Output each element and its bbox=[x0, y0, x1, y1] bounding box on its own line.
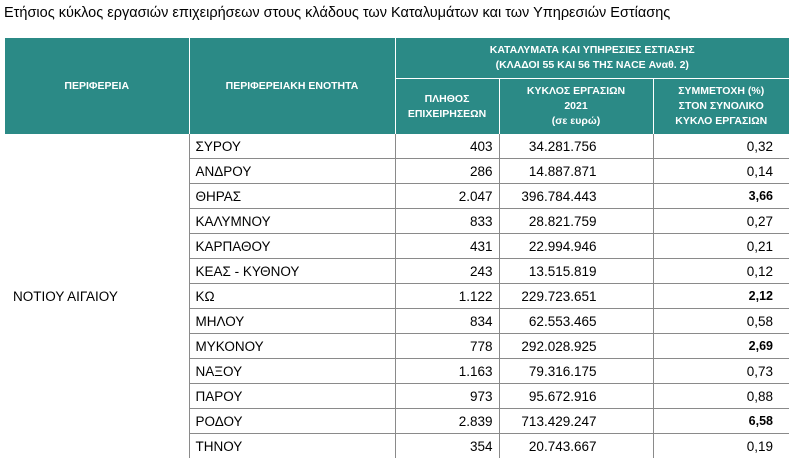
header-share-line3: ΚΥΚΛΟ ΕΡΓΑΣΙΩΝ bbox=[675, 115, 768, 127]
share-cell: 3,66 bbox=[653, 184, 789, 209]
turnover-cell: 22.994.946 bbox=[499, 234, 653, 259]
regional-unit-cell: ΤΗΝΟΥ bbox=[189, 434, 395, 459]
business-count-cell: 2.839 bbox=[395, 409, 499, 434]
business-count-cell: 286 bbox=[395, 159, 499, 184]
business-count-cell: 243 bbox=[395, 259, 499, 284]
regional-unit-cell: ΜΗΛΟΥ bbox=[189, 309, 395, 334]
header-sector-group-line1: ΚΑΤΑΛΥΜΑΤΑ ΚΑΙ ΥΠΗΡΕΣΙΕΣ ΕΣΤΙΑΣΗΣ bbox=[489, 44, 695, 56]
header-share-line1: ΣΥΜΜΕΤΟΧΗ (%) bbox=[678, 85, 765, 97]
regional-unit-cell: ΚΕΑΣ - ΚΥΘΝΟΥ bbox=[189, 259, 395, 284]
region-cell: ΝΟΤΙΟΥ ΑΙΓΑΙΟΥ bbox=[5, 134, 189, 458]
turnover-cell: 13.515.819 bbox=[499, 259, 653, 284]
header-sector-group bbox=[395, 38, 789, 79]
share-cell: 0,12 bbox=[653, 259, 789, 284]
turnover-cell: 95.672.916 bbox=[499, 384, 653, 409]
share-cell: 0,58 bbox=[653, 309, 789, 334]
regional-unit-cell: ΜΥΚΟΝΟΥ bbox=[189, 334, 395, 359]
share-cell: 6,58 bbox=[653, 409, 789, 434]
share-cell: 0,27 bbox=[653, 209, 789, 234]
turnover-cell: 62.553.465 bbox=[499, 309, 653, 334]
business-count-cell: 354 bbox=[395, 434, 499, 459]
business-count-cell: 403 bbox=[395, 134, 499, 159]
regional-unit-cell: ΣΥΡΟΥ bbox=[189, 134, 395, 159]
regional-unit-cell: ΘΗΡΑΣ bbox=[189, 184, 395, 209]
regional-unit-cell: ΚΩ bbox=[189, 284, 395, 309]
header-turnover-line3: (σε ευρώ) bbox=[551, 115, 601, 127]
header-share-line2: ΣΤΟΝ ΣΥΝΟΛΙΚΟ bbox=[678, 100, 764, 112]
header-regional-unit: ΠΕΡΙΦΕΡΕΙΑΚΗ ΕΝΟΤΗΤΑ bbox=[189, 38, 395, 134]
header-turnover bbox=[499, 79, 653, 135]
header-sector-group-line2: (ΚΛΑΔΟΙ 55 ΚΑΙ 56 ΤΗΣ NACE Αναθ. 2) bbox=[495, 59, 689, 71]
turnover-cell: 396.784.443 bbox=[499, 184, 653, 209]
business-count-cell: 2.047 bbox=[395, 184, 499, 209]
share-cell: 2,69 bbox=[653, 334, 789, 359]
regional-unit-cell: ΚΑΡΠΑΘΟΥ bbox=[189, 234, 395, 259]
business-count-cell: 834 bbox=[395, 309, 499, 334]
header-business-count-line2: ΕΠΙΧΕΙΡΗΣΕΩΝ bbox=[407, 107, 487, 120]
turnover-cell: 292.028.925 bbox=[499, 334, 653, 359]
regional-unit-cell: ΝΑΞΟΥ bbox=[189, 359, 395, 384]
header-turnover-line1: ΚΥΚΛΟΣ ΕΡΓΑΣΙΩΝ bbox=[526, 85, 626, 97]
turnover-cell: 713.429.247 bbox=[499, 409, 653, 434]
turnover-cell: 34.281.756 bbox=[499, 134, 653, 159]
regional-unit-cell: ΠΑΡΟΥ bbox=[189, 384, 395, 409]
share-cell: 0,88 bbox=[653, 384, 789, 409]
share-cell: 0,32 bbox=[653, 134, 789, 159]
regional-unit-cell: ΡΟΔΟΥ bbox=[189, 409, 395, 434]
business-count-cell: 778 bbox=[395, 334, 499, 359]
business-count-cell: 1.122 bbox=[395, 284, 499, 309]
header-turnover-line2: 2021 bbox=[564, 100, 588, 112]
header-region: ΠΕΡΙΦΕΡΕΙΑ bbox=[5, 38, 189, 134]
regional-unit-cell: ΚΑΛΥΜΝΟΥ bbox=[189, 209, 395, 234]
share-cell: 2,12 bbox=[653, 284, 789, 309]
share-cell: 0,14 bbox=[653, 159, 789, 184]
turnover-cell: 79.316.175 bbox=[499, 359, 653, 384]
table-row bbox=[5, 134, 789, 159]
business-count-cell: 833 bbox=[395, 209, 499, 234]
business-count-cell: 431 bbox=[395, 234, 499, 259]
header-share bbox=[653, 79, 789, 135]
header-business-count bbox=[395, 79, 499, 135]
table-body bbox=[5, 134, 789, 458]
turnover-cell: 20.743.667 bbox=[499, 434, 653, 459]
header-business-count-line1: ΠΛΗΘΟΣ bbox=[424, 92, 470, 105]
business-count-cell: 1.163 bbox=[395, 359, 499, 384]
regional-unit-cell: ΑΝΔΡΟΥ bbox=[189, 159, 395, 184]
turnover-cell: 28.821.759 bbox=[499, 209, 653, 234]
turnover-table bbox=[5, 38, 789, 458]
table-caption: Ετήσιος κύκλος εργασιών επιχειρήσεων στους κλάδους των Καταλυμάτων και των Υπηρεσιών Εστίασης bbox=[4, 5, 671, 21]
turnover-cell: 229.723.651 bbox=[499, 284, 653, 309]
share-cell: 0,19 bbox=[746, 438, 773, 454]
business-count-cell: 973 bbox=[395, 384, 499, 409]
share-cell: 0,21 bbox=[653, 234, 789, 259]
share-cell: 0,73 bbox=[653, 359, 789, 384]
turnover-cell: 14.887.871 bbox=[499, 159, 653, 184]
